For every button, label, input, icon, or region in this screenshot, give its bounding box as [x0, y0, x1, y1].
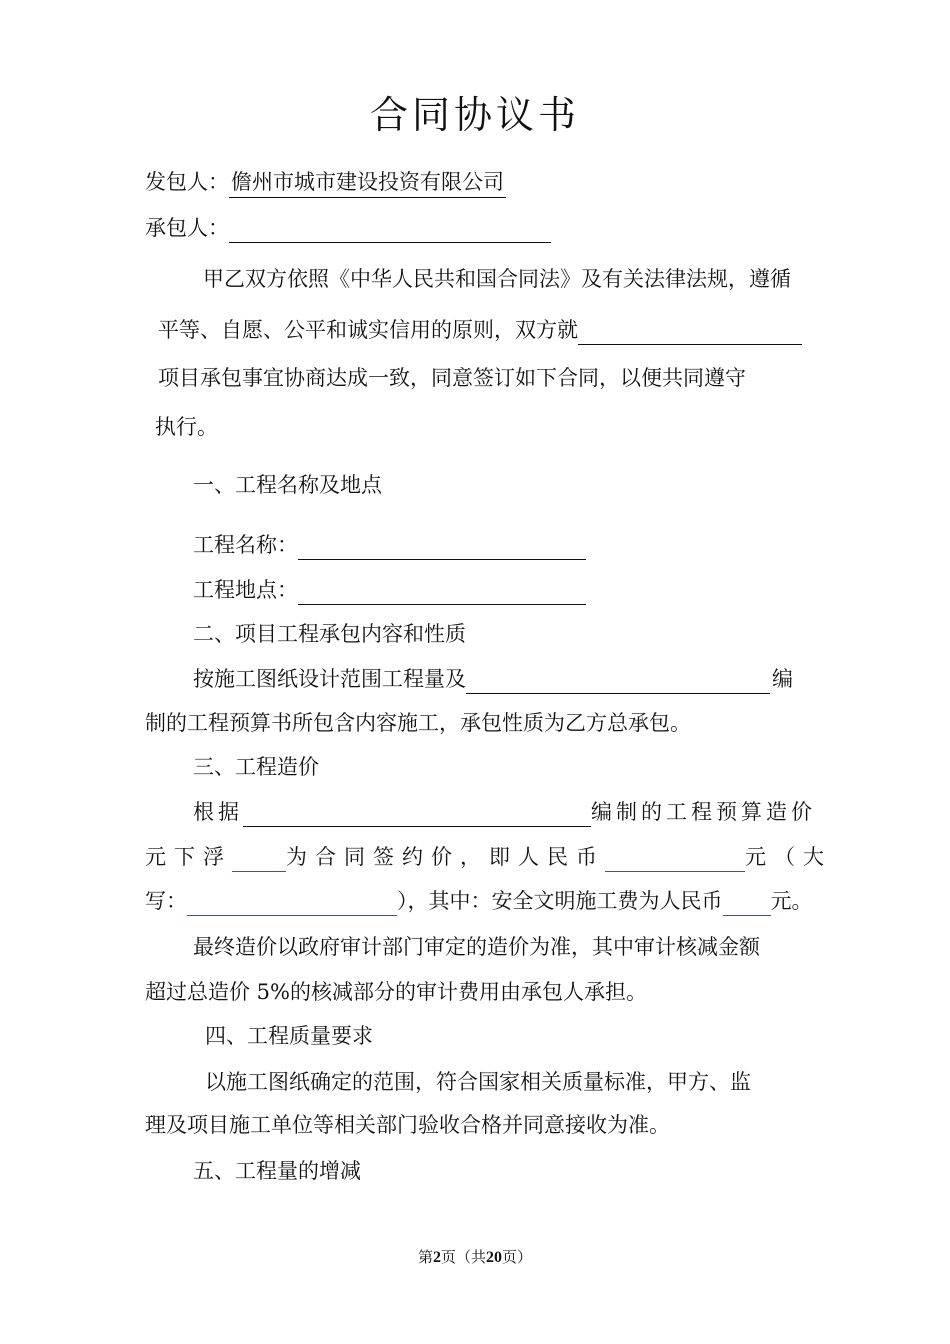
section-4-line-2: 理及项目施工单位等相关部门验收合格并同意接收为准。: [145, 1113, 670, 1137]
intro-line-4: 执行。: [155, 415, 218, 439]
intro-line-2-text: 平等、自愿、公平和诚实信用的原则，双方就: [158, 318, 578, 342]
total-pages: 20: [486, 1249, 502, 1266]
section-3-line-2-tail: 元（大: [745, 845, 832, 869]
section-3-line-2: [145, 842, 832, 872]
section-3-line-4: 最终造价以政府审计部门审定的造价为准，其中审计核减金额: [193, 935, 760, 959]
employer-value: 儋州市城市建设投资有限公司: [229, 167, 506, 198]
discount-rate-blank: [232, 843, 286, 872]
safety-fee-blank: [723, 887, 771, 916]
footer-prefix: 第: [417, 1248, 433, 1266]
section-3-line-3-tail: 元。: [770, 889, 813, 913]
section-2-line-1: [193, 664, 793, 694]
section-2-heading: 二、项目工程承包内容和性质: [193, 622, 466, 646]
employer-row: [145, 167, 506, 198]
section-3-line-2-mid: 为合同签约价，即人民币: [286, 845, 605, 869]
project-name-row: [193, 530, 586, 560]
project-name-blank: [298, 531, 586, 560]
footer-suffix: 页）: [502, 1248, 533, 1266]
section-3-line-1: [193, 797, 816, 827]
contract-amount-blank: [605, 843, 745, 872]
section-3-line-3-mid: ），其中：安全文明施工费为人民币: [397, 889, 723, 913]
contractor-row: [145, 213, 551, 243]
budget-basis-blank: [243, 798, 591, 827]
section-4-heading: 四、工程质量要求: [205, 1024, 373, 1048]
project-blank: [578, 316, 802, 345]
section-3-line-3-text: 写：: [145, 889, 187, 913]
section-5-heading: 五、工程量的增减: [193, 1159, 361, 1183]
document-title: 合同协议书: [369, 93, 580, 137]
amount-in-words-blank: [187, 887, 397, 916]
contractor-label: 承包人：: [145, 216, 229, 240]
section-3-line-2-text: 元下浮: [145, 845, 232, 869]
page-footer: [0, 1246, 950, 1267]
section-3-heading: 三、工程造价: [193, 755, 319, 779]
project-location-blank: [298, 576, 586, 605]
section-1-heading: 一、工程名称及地点: [193, 473, 382, 497]
section-3-line-1-tail: 编制的工程预算造价: [591, 800, 816, 824]
project-name-label: 工程名称：: [193, 533, 298, 557]
intro-line-2: [158, 315, 802, 345]
contractor-blank: [229, 214, 551, 243]
intro-line-3: 项目承包事宜协商达成一致，同意签订如下合同，以便共同遵守: [158, 366, 746, 390]
project-location-label: 工程地点：: [193, 578, 298, 602]
section-3-line-5: 超过总造价 5%的核减部分的审计费用由承包人承担。: [145, 980, 647, 1004]
section-4-line-1: 以施工图纸确定的范围，符合国家相关质量标准，甲方、监: [205, 1070, 751, 1094]
employer-label: 发包人：: [145, 170, 229, 194]
section-2-line-2: 制的工程预算书所包含内容施工，承包性质为乙方总承包。: [145, 711, 691, 735]
section-2-line-1-tail: 编: [772, 667, 793, 691]
section-3-line-3: [145, 886, 813, 916]
intro-line-1: 甲乙双方依照《中华人民共和国合同法》及有关法律法规，遵循: [203, 267, 791, 291]
section-2-line-1-text: 按施工图纸设计范围工程量及: [193, 667, 466, 691]
project-location-row: [193, 575, 586, 605]
page-number: 2: [432, 1249, 441, 1266]
footer-middle: 页（共: [440, 1248, 486, 1266]
section-3-line-1-text: 根据: [193, 800, 243, 824]
design-scope-blank: [466, 665, 770, 694]
